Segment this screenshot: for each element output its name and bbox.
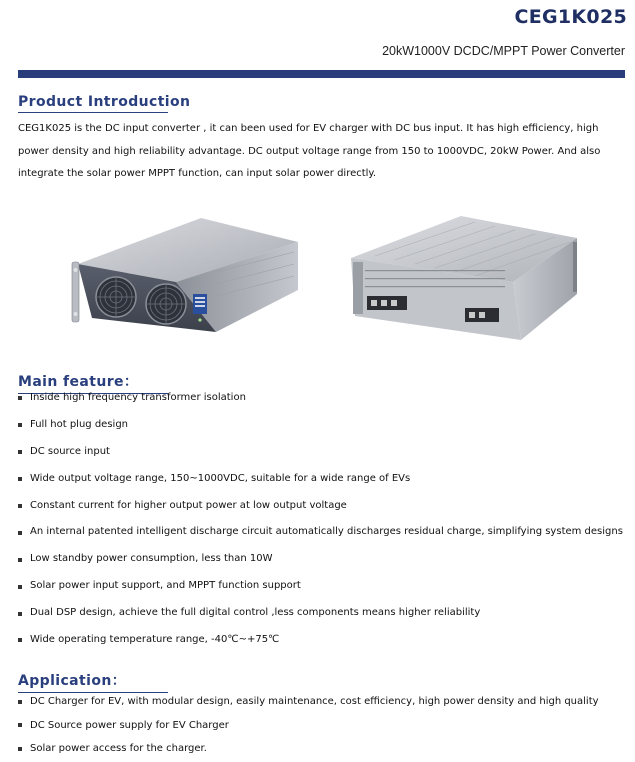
square-bullet-icon [18, 585, 22, 589]
list-item [18, 737, 599, 761]
list-item [18, 412, 623, 439]
list-item-text: Wide operating temperature range, -40℃~+75℃ [30, 634, 280, 646]
list-item [18, 690, 599, 714]
square-bullet-icon [18, 558, 22, 562]
list-item-text: Low standby power consumption, less than 10W [30, 553, 273, 565]
square-bullet-icon [18, 612, 22, 616]
list-item [18, 600, 623, 627]
list-item-text: Solar power input support, and MPPT function support [30, 580, 301, 592]
intro-heading-underline [18, 112, 168, 113]
main-feature-list [18, 385, 623, 654]
list-item-text: Full hot plug design [30, 418, 128, 430]
list-item [18, 573, 623, 600]
list-item [18, 439, 623, 466]
fan-icon [146, 284, 186, 324]
list-item-text: Solar power access for the charger. [30, 743, 207, 754]
list-item-text: Constant current for higher output power at low output voltage [30, 499, 347, 511]
list-item [18, 385, 623, 412]
square-bullet-icon [18, 450, 22, 454]
square-bullet-icon [18, 723, 22, 727]
intro-heading-text: Product Introduction [18, 94, 191, 110]
application-list [18, 690, 599, 761]
list-item [18, 627, 623, 654]
list-item-text: Dual DSP design, achieve the full digital control ,less components means higher reliability [30, 607, 481, 619]
list-item-text: Wide output voltage range, 150~1000VDC, suitable for a wide range of EVs [30, 472, 411, 484]
application-heading-text: Application： [18, 673, 127, 689]
header-rule-bar [18, 70, 625, 78]
product-subtitle: 20kW1000V DCDC/MPPT Power Converter [382, 44, 625, 58]
list-item-text: DC Source power supply for EV Charger [30, 719, 229, 731]
list-item-text: An internal patented intelligent discharge circuit automatically discharges residual charge, simplifying system designs [30, 526, 623, 538]
intro-paragraph: CEG1K025 is the DC input converter , it can been used for EV charger with DC bus input. It has high efficiency, high power density and high reliability advantage. DC output voltage range from 150 to 1000VDC, 20kW Power. And also integrate the solar power MPPT function, can input solar power directly. [18, 123, 601, 179]
square-bullet-icon [18, 531, 22, 535]
list-item [18, 714, 599, 738]
square-bullet-icon [18, 423, 22, 427]
square-bullet-icon [18, 477, 22, 481]
square-bullet-icon [18, 396, 22, 400]
square-bullet-icon [18, 504, 22, 508]
list-item [18, 466, 623, 493]
list-item [18, 546, 623, 573]
front-view-photo [66, 212, 301, 340]
intro-heading [18, 94, 190, 113]
list-item-text: Inside high frequency transformer isolation [30, 392, 246, 403]
list-item-text: DC source input [30, 445, 110, 457]
list-item [18, 493, 623, 520]
square-bullet-icon [18, 638, 22, 642]
model-number: CEG1K025 [514, 6, 627, 28]
rear-view-photo [345, 212, 585, 344]
list-item [18, 519, 623, 546]
square-bullet-icon [18, 747, 22, 751]
fan-icon [96, 277, 136, 317]
main-feature-heading-text: Main feature： [18, 374, 139, 390]
list-item-text: DC Charger for EV, with modular design, easily maintenance, cost efficiency, high power density and high quality [30, 696, 599, 707]
square-bullet-icon [18, 700, 22, 704]
